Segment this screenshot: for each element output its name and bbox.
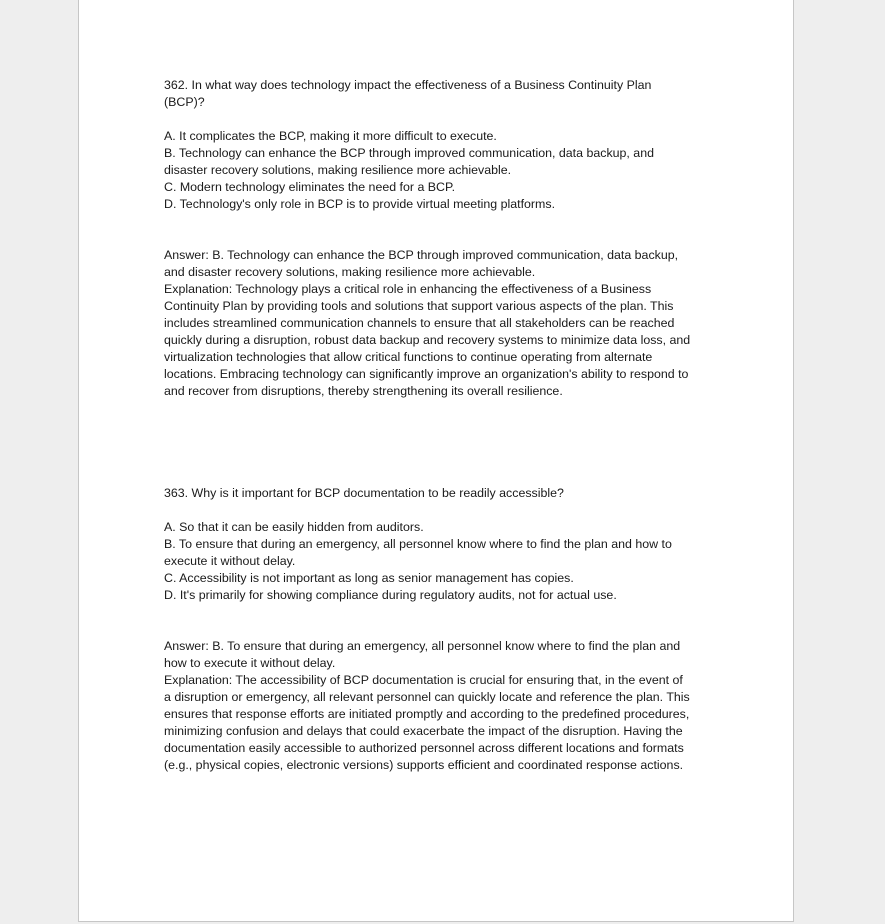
explanation-line: includes streamlined communication channels to ensure that all stakeholders can be reached xyxy=(164,316,675,330)
explanation-line: documentation easily accessible to authorized personnel across different locations and formats xyxy=(164,741,684,755)
option-d: D. Technology's only role in BCP is to provide virtual meeting platforms. xyxy=(164,197,556,211)
explanation-line: locations. Embracing technology can significantly improve an organization's ability to respond to xyxy=(164,367,689,381)
explanation-line: virtualization technologies that allow critical functions to continue operating from alternate xyxy=(164,350,653,364)
explanation-line: Explanation: The accessibility of BCP documentation is crucial for ensuring that, in the event of xyxy=(164,673,683,687)
explanation-line: Explanation: Technology plays a critical role in enhancing the effectiveness of a Business xyxy=(164,282,652,296)
option-d: D. It's primarily for showing compliance during regulatory audits, not for actual use. xyxy=(164,588,617,602)
option-a: A. It complicates the BCP, making it more difficult to execute. xyxy=(164,129,497,143)
answer-line: Answer: B. To ensure that during an emergency, all personnel know where to find the plan and xyxy=(164,639,681,653)
answer-explanation xyxy=(164,638,724,774)
option-b: B. To ensure that during an emergency, all personnel know where to find the plan and how to xyxy=(164,537,672,551)
option-a: A. So that it can be easily hidden from auditors. xyxy=(164,520,424,534)
explanation-line: (e.g., physical copies, electronic versions) supports efficient and coordinated response actions. xyxy=(164,758,684,772)
option-b-continued: execute it without delay. xyxy=(164,554,296,568)
explanation-line: ensures that response efforts are initiated promptly and according to the predefined procedures, xyxy=(164,707,690,721)
option-c: C. Accessibility is not important as long as senior management has copies. xyxy=(164,571,574,585)
explanation-line: a disruption or emergency, all relevant personnel can quickly locate and reference the plan. This xyxy=(164,690,690,704)
document-page xyxy=(78,0,794,922)
question-block-363 xyxy=(164,485,724,774)
answer-line: how to execute it without delay. xyxy=(164,656,336,670)
question-block-362 xyxy=(164,77,724,400)
option-c: C. Modern technology eliminates the need for a BCP. xyxy=(164,180,456,194)
question-text xyxy=(164,77,724,111)
options-list xyxy=(164,128,724,213)
answer-line: and disaster recovery solutions, making resilience more achievable. xyxy=(164,265,536,279)
answer-explanation xyxy=(164,247,724,400)
explanation-line: minimizing confusion and delays that could exacerbate the impact of the disruption. Having the xyxy=(164,724,683,738)
page-content xyxy=(164,77,724,774)
question-line: (BCP)? xyxy=(164,95,205,109)
explanation-line: Continuity Plan by providing tools and solutions that support various aspects of the plan. This xyxy=(164,299,674,313)
options-list xyxy=(164,519,724,604)
option-b: B. Technology can enhance the BCP through improved communication, data backup, and xyxy=(164,146,654,160)
question-text xyxy=(164,485,724,502)
option-b-continued: disaster recovery solutions, making resilience more achievable. xyxy=(164,163,512,177)
question-line: 363. Why is it important for BCP documentation to be readily accessible? xyxy=(164,486,564,500)
question-line: 362. In what way does technology impact the effectiveness of a Business Continuity Plan xyxy=(164,78,652,92)
answer-line: Answer: B. Technology can enhance the BCP through improved communication, data backup, xyxy=(164,248,679,262)
explanation-line: and recover from disruptions, thereby strengthening its overall resilience. xyxy=(164,384,563,398)
explanation-line: quickly during a disruption, robust data backup and recovery systems to minimize data loss, and xyxy=(164,333,691,347)
